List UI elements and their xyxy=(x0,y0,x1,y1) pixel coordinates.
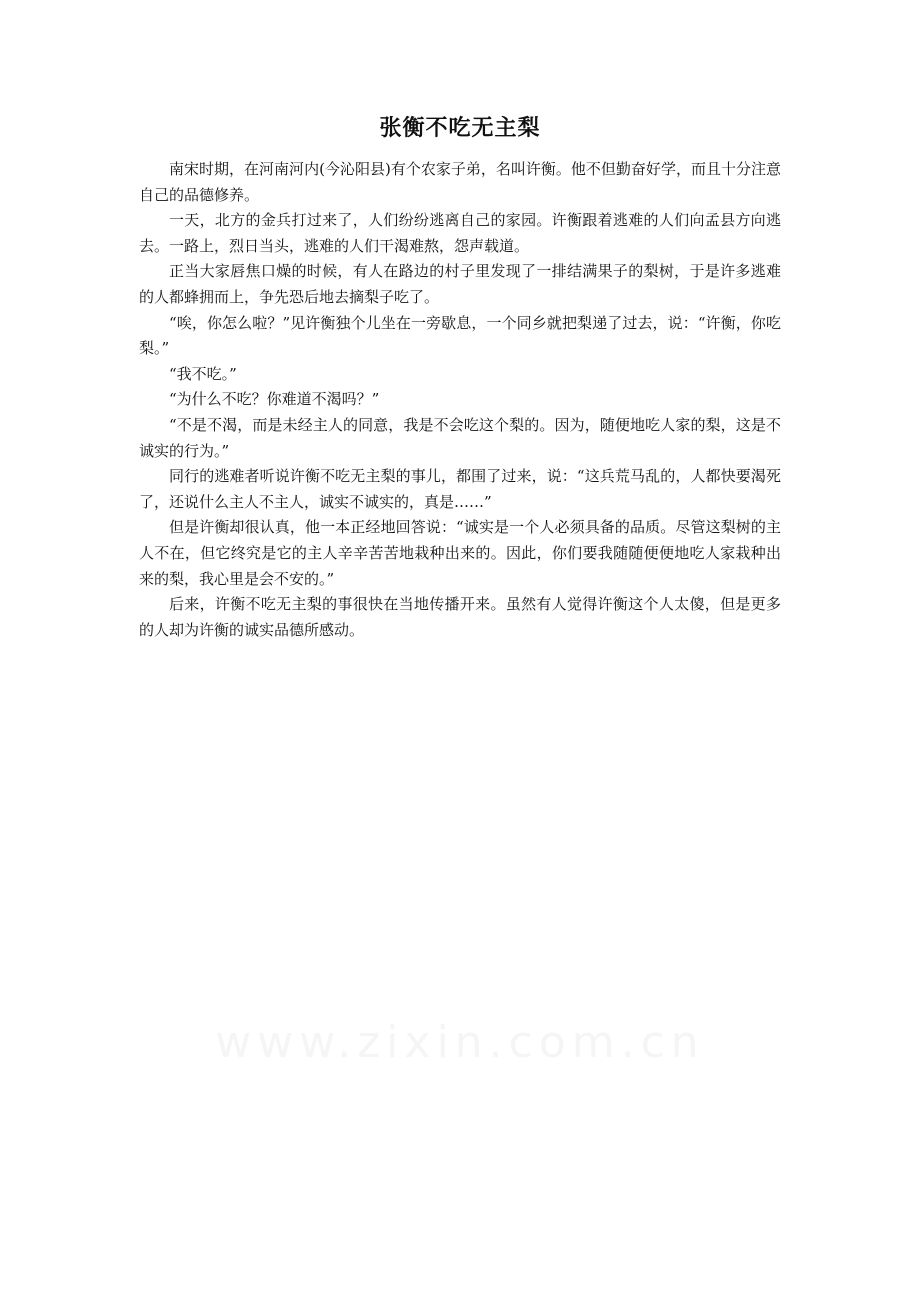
paragraph-4: “唉，你怎么啦？”见许衡独个儿坐在一旁歇息，一个同乡就把梨递了过去，说：“许衡，你吃梨。” xyxy=(139,313,781,358)
document-title: 张衡不吃无主梨 xyxy=(379,115,541,141)
paragraph-3: 正当大家唇焦口燥的时候，有人在路边的村子里发现了一排结满果子的梨树，于是许多逃难的人都蜂拥而上，争先恐后地去摘梨子吃了。 xyxy=(139,262,781,306)
paragraph-5: “我不吃。” xyxy=(169,364,237,383)
paragraph-6: “为什么不吃？你难道不渴吗？” xyxy=(169,390,380,409)
watermark: www.zixin.com.cn xyxy=(215,1017,705,1068)
paragraph-8: 同行的逃难者听说许衡不吃无主梨的事儿，都围了过来，说：“这兵荒马乱的，人都快要渴死了，还说什么主人不主人，诚实不诚实的，真是……” xyxy=(139,467,781,511)
paragraph-1: 南宋时期，在河南河内(今沁阳县)有个农家子弟，名叫许衡。他不但勤奋好学，而且十分注意自己的品德修养。 xyxy=(139,160,781,204)
paragraph-2: 一天，北方的金兵打过来了，人们纷纷逃离自己的家园。许衡跟着逃难的人们向孟县方向逃去。一路上，烈日当头，逃难的人们干渴难熬，怨声载道。 xyxy=(139,211,781,255)
paragraph-9: 但是许衡却很认真，他一本正经地回答说：“诚实是一个人必须具备的品质。尽管这梨树的主人不在，但它终究是它的主人辛辛苦苦地栽种出来的。因此，你们要我随随便便地吃人家栽种出来的梨，我心里是会不安的。” xyxy=(139,518,781,588)
paragraph-7: “不是不渴，而是未经主人的同意，我是不会吃这个梨的。因为，随便地吃人家的梨，这是不诚实的行为。” xyxy=(139,415,781,460)
paragraph-10: 后来，许衡不吃无主梨的事很快在当地传播开来。虽然有人觉得许衡这个人太傻，但是更多的人却为许衡的诚实品德所感动。 xyxy=(139,595,781,639)
document-body xyxy=(139,157,781,643)
